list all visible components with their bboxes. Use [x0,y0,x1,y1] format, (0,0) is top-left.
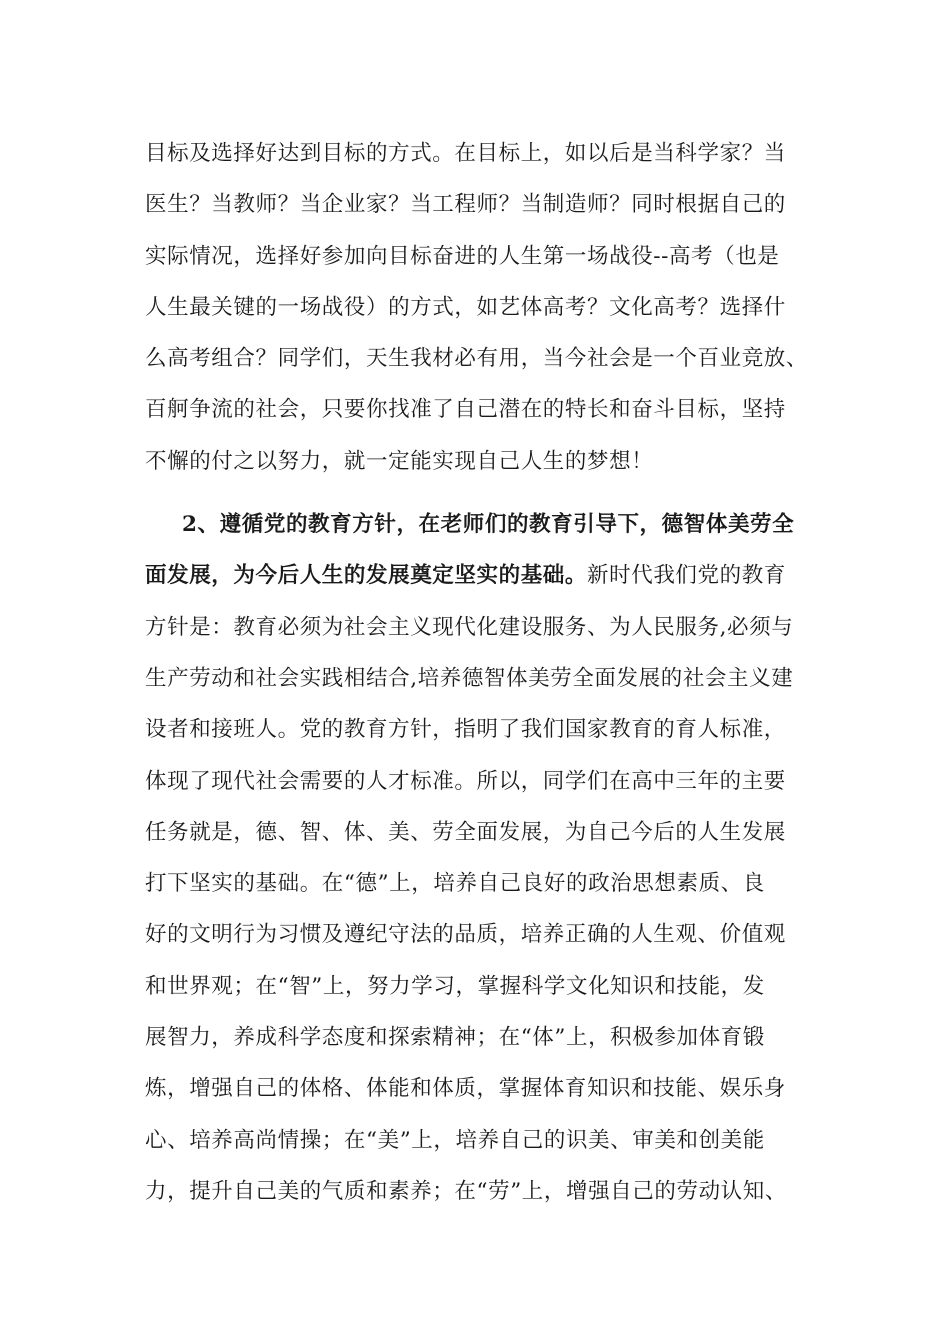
text-line: 目标及选择好达到目标的方式。在目标上，如以后是当科学家？当 [145,141,786,166]
text-line: 不懈的付之以努力，就一定能实现自己人生的梦想！ [145,448,654,474]
paragraph-goals [145,128,815,487]
text-line: 实际情况，选择好参加向目标奋进的人生第一场战役--高考（也是 [145,243,780,269]
text-line: 体现了现代社会需要的人才标准。所以，同学们在高中三年的主要 [145,768,786,794]
text-line: 展智力，养成科学态度和探索精神；在“体”上，积极参加体育锻 [145,1025,765,1051]
text-line: 任务就是，德、智、体、美、劳全面发展，为自己今后的人生发展 [145,819,786,845]
section-heading-end: 面发展，为今后人生的发展奠定坚实的基础。 [145,563,588,589]
text-line: 医生？当教师？当企业家？当工程师？当制造师？同时根据自己的 [145,192,786,218]
paragraph-education-policy [145,499,815,1217]
text-line: 设者和接班人。党的教育方针，指明了我们国家教育的育人标准， [145,717,786,743]
text-line: 心、培养高尚情操；在“美”上，培养自己的识美、审美和创美能 [145,1127,765,1153]
text-line: 打下坚实的基础。在“德”上，培养自己良好的政治思想素质、良 [145,871,765,897]
paragraph-gap [145,487,815,499]
document-body [145,128,815,1217]
text-line: 么高考组合？同学们，天生我材必有用，当今社会是一个百业竞放、 [145,346,809,372]
text-line: 炼，增强自己的体格、体能和体质，掌握体育知识和技能、娱乐身 [145,1076,786,1102]
text-line: 人生最关键的一场战役）的方式，如艺体高考？文化高考？选择什 [145,294,786,320]
text-line [145,550,815,601]
text-line: 百舸争流的社会，只要你找准了自己潜在的特长和奋斗目标，坚持 [145,397,786,423]
text-line: 生产劳动和社会实践相结合,培养德智体美劳全面发展的社会主义建 [145,665,794,691]
text-run: 新时代我们党的教育 [587,563,786,589]
text-line: 好的文明行为习惯及遵纪守法的品质，培养正确的人生观、价值观 [145,922,786,948]
text-line: 方针是：教育必须为社会主义现代化建设服务、为人民服务,必须与 [145,614,794,640]
text-line: 力，提升自己美的气质和素养；在“劳”上，增强自己的劳动认知、 [145,1178,787,1204]
section-heading-line: 2、遵循党的教育方针，在老师们的教育引导下，德智体美劳全 [182,512,795,538]
text-line: 和世界观；在“智”上，努力学习，掌握科学文化知识和技能，发 [145,973,765,999]
